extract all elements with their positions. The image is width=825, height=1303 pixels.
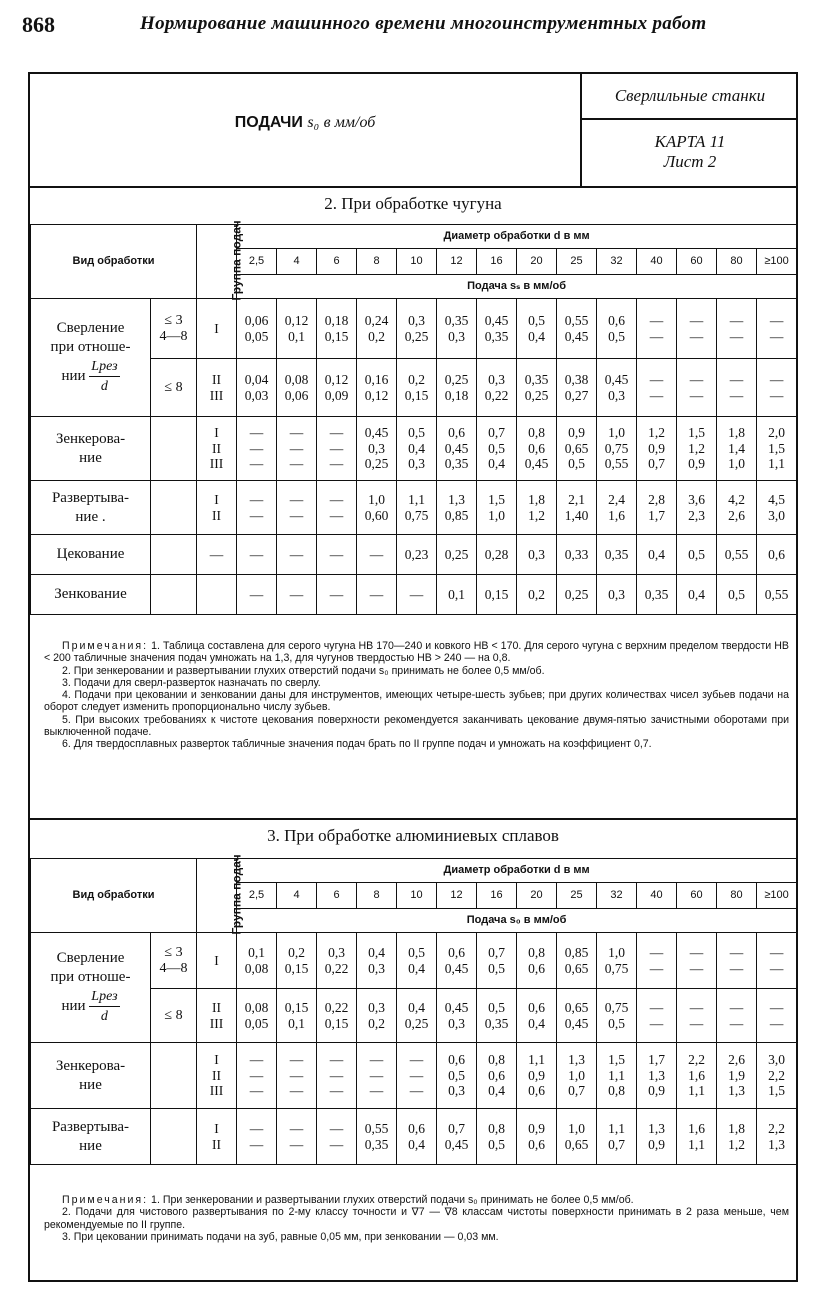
feed-value: 1,0 0,75 0,55 bbox=[597, 417, 637, 481]
diameter-5: 10 bbox=[397, 249, 437, 275]
feed-value: 1,1 0,9 0,6 bbox=[517, 1043, 557, 1109]
feed-value: 0,45 0,35 bbox=[477, 299, 517, 359]
section3-header-row bbox=[31, 859, 797, 883]
feed-group: I II bbox=[197, 1109, 237, 1165]
feed-value: — — bbox=[277, 481, 317, 535]
feed-value: 0,6 0,5 bbox=[597, 299, 637, 359]
feed-value: — — bbox=[757, 989, 797, 1043]
feed-value: 0,5 0,4 bbox=[517, 299, 557, 359]
feed-value: 0,6 0,45 0,35 bbox=[437, 417, 477, 481]
ratio-range: ≤ 8 bbox=[151, 359, 197, 417]
feed-value: 0,35 bbox=[637, 575, 677, 615]
diameter-11: 40 bbox=[637, 883, 677, 909]
notes-label: Примечания: bbox=[62, 1194, 149, 1206]
feed-value: 0,6 0,5 0,3 bbox=[437, 1043, 477, 1109]
note-item: 3. При цековании принимать подачи на зуб, равные 0,05 мм, при зенковании — 0,03 мм. bbox=[62, 1230, 499, 1243]
feed-value: — bbox=[317, 535, 357, 575]
feed-value: — — bbox=[677, 299, 717, 359]
feed-value: — bbox=[317, 575, 357, 615]
operation-drilling: Сверление при отноше- нии $\frac{\text{Lрез}}{d}$ bbox=[31, 933, 151, 1043]
note-item: 6. Для твердосплавных разверток табличные значения подач брать по II группе подач и умножать на коэффициент 0,7. bbox=[62, 738, 652, 751]
feed-value: 0,65 0,45 bbox=[557, 989, 597, 1043]
feed-value: 0,6 0,4 bbox=[397, 1109, 437, 1165]
feed-group: — bbox=[197, 535, 237, 575]
page-header bbox=[22, 10, 802, 40]
feed-value: 0,5 0,4 bbox=[397, 933, 437, 989]
operation-name: Цекование bbox=[31, 535, 151, 575]
diameter-2: 4 bbox=[277, 883, 317, 909]
feed-value: — — — bbox=[317, 1043, 357, 1109]
feed-value: 0,9 0,65 0,5 bbox=[557, 417, 597, 481]
feed-value: 0,5 0,35 bbox=[477, 989, 517, 1043]
machine-type: Сверлильные станки bbox=[582, 74, 798, 120]
feed-value: 0,22 0,15 bbox=[317, 989, 357, 1043]
feed-value: 0,5 bbox=[717, 575, 757, 615]
feed-value: 0,7 0,45 bbox=[437, 1109, 477, 1165]
diameter-8: 20 bbox=[517, 249, 557, 275]
diameter-4: 8 bbox=[357, 883, 397, 909]
diameter-6: 12 bbox=[437, 249, 477, 275]
feed-value: 0,28 bbox=[477, 535, 517, 575]
ratio-fraction bbox=[89, 987, 119, 1026]
feed-value: 1,1 0,7 bbox=[597, 1109, 637, 1165]
card-number: КАРТА 11 bbox=[654, 132, 726, 151]
feed-value: 0,4 bbox=[677, 575, 717, 615]
ratio-denominator: d bbox=[100, 379, 108, 394]
diameter-11: 40 bbox=[637, 249, 677, 275]
feed-group: I II III bbox=[197, 1043, 237, 1109]
feed-value: 0,55 bbox=[757, 575, 797, 615]
note-item: 5. При высоких требованиях к чистоте цекования поверхности рекомендуется заканчивать цекование двумя-пятью зачистными оборотами при выключенной подаче. bbox=[44, 713, 789, 739]
diameter-12: 60 bbox=[677, 883, 717, 909]
feed-value: 0,25 bbox=[557, 575, 597, 615]
col-operation-header: Вид обработки bbox=[31, 859, 197, 933]
feed-value: 0,3 0,22 bbox=[317, 933, 357, 989]
col-group-header bbox=[197, 854, 244, 935]
feed-value: 1,0 0,60 bbox=[357, 481, 397, 535]
section3-row bbox=[31, 1043, 797, 1109]
col-group-label: Группа подач bbox=[229, 220, 244, 301]
feed-value: 0,75 0,5 bbox=[597, 989, 637, 1043]
diameter-8: 20 bbox=[517, 883, 557, 909]
feed-value: 0,25 0,18 bbox=[437, 359, 477, 417]
operation-name: Зенкерова- ние bbox=[31, 417, 151, 481]
operation-name: Зенкерова- ние bbox=[31, 1043, 151, 1109]
diameter-10: 32 bbox=[597, 249, 637, 275]
feed-value: 0,8 0,6 bbox=[517, 933, 557, 989]
feed-value: 1,5 1,0 bbox=[477, 481, 517, 535]
feed-value: — — bbox=[637, 933, 677, 989]
feed-group: II III bbox=[197, 359, 237, 417]
feed-value: — bbox=[397, 575, 437, 615]
running-title: Нормирование машинного времени многоинструментных работ bbox=[140, 13, 707, 34]
ratio-numerator: Lрез bbox=[89, 357, 119, 377]
section2-table bbox=[30, 220, 797, 615]
sheet-number: Лист 2 bbox=[663, 152, 717, 171]
section2-row bbox=[31, 481, 797, 535]
ratio-fraction bbox=[89, 357, 119, 396]
note-item: Примечания: 1. Таблица составлена для серого чугуна НВ 170—240 и ковкого НВ < 170. Для серого чугуна с верхним пределом твердости НВ < 200 табличные значения подач умножать на 1,3, для чугунов твердостью НВ > 240 — на 0,8. bbox=[44, 640, 789, 665]
operation-drilling: Сверление при отноше- нии $\frac{\text{Lрез}}{d}$ bbox=[31, 299, 151, 417]
diameter-7: 16 bbox=[477, 249, 517, 275]
feed-value: 0,12 0,1 bbox=[277, 299, 317, 359]
feed-value: 1,6 1,1 bbox=[677, 1109, 717, 1165]
feed-value: — — bbox=[677, 359, 717, 417]
feed-value: 0,4 0,3 bbox=[357, 933, 397, 989]
feed-value: 0,3 bbox=[517, 535, 557, 575]
feed-value: 2,0 1,5 1,1 bbox=[757, 417, 797, 481]
section3-title: 3. При обработке алюминиевых сплавов bbox=[267, 826, 559, 845]
feed-value: 0,9 0,6 bbox=[517, 1109, 557, 1165]
feed-value: 0,8 0,6 0,4 bbox=[477, 1043, 517, 1109]
title-block bbox=[30, 74, 796, 188]
section3-row bbox=[31, 1109, 797, 1165]
feed-value: 1,3 0,9 bbox=[637, 1109, 677, 1165]
feed-value: — bbox=[357, 535, 397, 575]
feed-value: — — bbox=[317, 481, 357, 535]
feed-value: 0,8 0,5 bbox=[477, 1109, 517, 1165]
diameter-14: ≥100 bbox=[757, 883, 797, 909]
feed-value: 1,8 1,2 bbox=[517, 481, 557, 535]
diameter-6: 12 bbox=[437, 883, 477, 909]
feed-value: 0,55 0,35 bbox=[357, 1109, 397, 1165]
feed-value: 0,1 bbox=[437, 575, 477, 615]
feed-value: — — bbox=[637, 359, 677, 417]
feed-value: — bbox=[277, 535, 317, 575]
diameter-9: 25 bbox=[557, 249, 597, 275]
notes-label: Примечания: bbox=[62, 640, 149, 652]
feed-value: — bbox=[237, 575, 277, 615]
col-group-label: Группа подач bbox=[229, 854, 244, 935]
note-item: 3. Подачи для сверл-разверток назначать по сверлу. bbox=[62, 676, 321, 689]
ratio-range bbox=[151, 575, 197, 615]
feed-value: — — bbox=[757, 299, 797, 359]
feed-value: — — bbox=[677, 933, 717, 989]
feed-value: 0,18 0,15 bbox=[317, 299, 357, 359]
feed-value: 4,5 3,0 bbox=[757, 481, 797, 535]
feed-value: 0,8 0,6 0,45 bbox=[517, 417, 557, 481]
feed-value: 0,5 0,4 0,3 bbox=[397, 417, 437, 481]
feed-header: Подача sₛ в мм/об bbox=[237, 275, 797, 299]
diameter-2: 4 bbox=[277, 249, 317, 275]
note-item: 2. Подачи для чистового развертывания по 2-му классу точности и ∇7 — ∇8 классам чистоты поверхности принимать в 2 раза меньше, чем рекомендуемые по II группе. bbox=[44, 1206, 789, 1231]
feed-value: — — bbox=[757, 933, 797, 989]
ratio-range bbox=[151, 535, 197, 575]
feed-value: 0,55 bbox=[717, 535, 757, 575]
ratio-denominator: d bbox=[100, 1009, 108, 1024]
feed-value: 0,23 bbox=[397, 535, 437, 575]
title-symbol: s₀ bbox=[307, 114, 320, 131]
feed-value: 0,6 bbox=[757, 535, 797, 575]
feed-value: 0,3 0,2 bbox=[357, 989, 397, 1043]
feed-value: 3,0 2,2 1,5 bbox=[757, 1043, 797, 1109]
card-frame bbox=[28, 72, 798, 1282]
feed-value: 0,2 bbox=[517, 575, 557, 615]
feed-value: 0,5 bbox=[677, 535, 717, 575]
feed-group bbox=[197, 575, 237, 615]
feed-group: II III bbox=[197, 989, 237, 1043]
feed-group: I bbox=[197, 299, 237, 359]
diameter-10: 32 bbox=[597, 883, 637, 909]
feed-group: I bbox=[197, 933, 237, 989]
feed-value: 0,7 0,5 0,4 bbox=[477, 417, 517, 481]
feed-value: 2,2 1,6 1,1 bbox=[677, 1043, 717, 1109]
diameter-header: Диаметр обработки d в мм bbox=[237, 225, 797, 249]
operation-name: Развертыва- ние bbox=[31, 1109, 151, 1165]
feed-value: 1,0 0,65 bbox=[557, 1109, 597, 1165]
ratio-numerator: Lрез bbox=[89, 987, 119, 1007]
diameter-3: 6 bbox=[317, 249, 357, 275]
feed-value: 0,06 0,05 bbox=[237, 299, 277, 359]
feed-value: 1,7 1,3 0,9 bbox=[637, 1043, 677, 1109]
diameter-header: Диаметр обработки d в мм bbox=[237, 859, 797, 883]
diameter-14: ≥100 bbox=[757, 249, 797, 275]
feed-value: 0,12 0,09 bbox=[317, 359, 357, 417]
ratio-range bbox=[151, 1109, 197, 1165]
feed-value: — — bbox=[637, 299, 677, 359]
diameter-5: 10 bbox=[397, 883, 437, 909]
feed-value: — — — bbox=[277, 417, 317, 481]
section2-header-row bbox=[31, 225, 797, 249]
feed-value: 4,2 2,6 bbox=[717, 481, 757, 535]
ratio-range bbox=[151, 417, 197, 481]
feed-value: — bbox=[237, 535, 277, 575]
feed-value: 2,2 1,3 bbox=[757, 1109, 797, 1165]
feed-value: — — bbox=[757, 359, 797, 417]
feed-value: 1,1 0,75 bbox=[397, 481, 437, 535]
diameter-3: 6 bbox=[317, 883, 357, 909]
feed-value: 0,33 bbox=[557, 535, 597, 575]
feed-value: 0,3 bbox=[597, 575, 637, 615]
page-number: 868 bbox=[22, 12, 55, 37]
feed-value: 1,8 1,2 bbox=[717, 1109, 757, 1165]
feed-value: — — bbox=[317, 1109, 357, 1165]
feed-value: — — bbox=[717, 933, 757, 989]
feed-value: — — bbox=[717, 989, 757, 1043]
feed-value: 0,2 0,15 bbox=[397, 359, 437, 417]
feed-value: 0,85 0,65 bbox=[557, 933, 597, 989]
ratio-range bbox=[151, 1043, 197, 1109]
diameter-4: 8 bbox=[357, 249, 397, 275]
feed-value: 0,35 bbox=[597, 535, 637, 575]
diameter-13: 80 bbox=[717, 883, 757, 909]
section2-row bbox=[31, 535, 797, 575]
feed-value: 0,24 0,2 bbox=[357, 299, 397, 359]
feed-value: 2,1 1,40 bbox=[557, 481, 597, 535]
section2-row bbox=[31, 417, 797, 481]
feed-value: 0,35 0,25 bbox=[517, 359, 557, 417]
section3-notes bbox=[44, 1194, 789, 1243]
section-divider bbox=[30, 818, 796, 820]
feed-value: — — bbox=[237, 481, 277, 535]
col-operation-header: Вид обработки bbox=[31, 225, 197, 299]
note-item: Примечания: 1. При зенкеровании и развертывании глухих отверстий подачи s₀ принимать не более 0,5 мм/об. bbox=[62, 1194, 634, 1206]
section3-table bbox=[30, 854, 797, 1165]
ratio-range: ≤ 3 4—8 bbox=[151, 299, 197, 359]
feed-value: 0,1 0,08 bbox=[237, 933, 277, 989]
feed-value: 0,04 0,03 bbox=[237, 359, 277, 417]
feed-value: 1,8 1,4 1,0 bbox=[717, 417, 757, 481]
section2-row bbox=[31, 299, 797, 359]
feed-value: 1,3 1,0 0,7 bbox=[557, 1043, 597, 1109]
diameter-9: 25 bbox=[557, 883, 597, 909]
title-text: ПОДАЧИ bbox=[234, 114, 303, 131]
feed-value: 1,5 1,2 0,9 bbox=[677, 417, 717, 481]
feed-value: — — bbox=[637, 989, 677, 1043]
diameter-1: 2,5 bbox=[237, 249, 277, 275]
feed-value: 0,45 0,3 bbox=[437, 989, 477, 1043]
feed-value: 0,38 0,27 bbox=[557, 359, 597, 417]
feed-value: 0,45 0,3 0,25 bbox=[357, 417, 397, 481]
section2-row bbox=[31, 575, 797, 615]
section2-title: 2. При обработке чугуна bbox=[324, 194, 502, 213]
section2-notes bbox=[44, 640, 789, 751]
feed-value: 0,25 bbox=[437, 535, 477, 575]
operation-name: Зенкование bbox=[31, 575, 151, 615]
feed-header: Подача s₀ в мм/об bbox=[237, 909, 797, 933]
ratio-range bbox=[151, 481, 197, 535]
feed-value: 0,55 0,45 bbox=[557, 299, 597, 359]
note-item: 4. Подачи при цековании и зенковании даны для инструментов, имеющих четыре-шесть зубьев; при других количествах чисел зубьев подачи на оборот следует изменить пропорционально числу зубьев. bbox=[44, 689, 789, 714]
feed-value: 2,4 1,6 bbox=[597, 481, 637, 535]
feed-value: 1,5 1,1 0,8 bbox=[597, 1043, 637, 1109]
diameter-13: 80 bbox=[717, 249, 757, 275]
card-number-box bbox=[582, 120, 798, 172]
note-item: 2. При зенкеровании и развертывании глухих отверстий подачи s₀ принимать не более 0,5 мм/об. bbox=[62, 664, 545, 677]
feed-value: — — bbox=[677, 989, 717, 1043]
feed-value: — — — bbox=[277, 1043, 317, 1109]
feed-value: 1,0 0,75 bbox=[597, 933, 637, 989]
diameter-7: 16 bbox=[477, 883, 517, 909]
feed-value: 0,15 0,1 bbox=[277, 989, 317, 1043]
feed-value: — — — bbox=[237, 417, 277, 481]
feed-value: 0,2 0,15 bbox=[277, 933, 317, 989]
feed-value: 0,08 0,05 bbox=[237, 989, 277, 1043]
diameter-1: 2,5 bbox=[237, 883, 277, 909]
ratio-range: ≤ 8 bbox=[151, 989, 197, 1043]
feed-value: 0,16 0,12 bbox=[357, 359, 397, 417]
feed-value: 2,8 1,7 bbox=[637, 481, 677, 535]
feed-value: — — bbox=[277, 1109, 317, 1165]
feed-value: 0,15 bbox=[477, 575, 517, 615]
feed-value: 3,6 2,3 bbox=[677, 481, 717, 535]
feed-value: 0,35 0,3 bbox=[437, 299, 477, 359]
card-title bbox=[30, 114, 580, 132]
feed-value: — — bbox=[237, 1109, 277, 1165]
col-group-header bbox=[197, 220, 244, 301]
feed-value: 2,6 1,9 1,3 bbox=[717, 1043, 757, 1109]
feed-value: — — — bbox=[397, 1043, 437, 1109]
feed-value: — — — bbox=[317, 417, 357, 481]
operation-name: Развертыва- ние . bbox=[31, 481, 151, 535]
feed-value: — — — bbox=[237, 1043, 277, 1109]
feed-value: — — — bbox=[357, 1043, 397, 1109]
diameter-12: 60 bbox=[677, 249, 717, 275]
ratio-range: ≤ 3 4—8 bbox=[151, 933, 197, 989]
card-id-box bbox=[580, 74, 798, 186]
feed-value: 1,2 0,9 0,7 bbox=[637, 417, 677, 481]
feed-value: 0,4 bbox=[637, 535, 677, 575]
feed-value: — — bbox=[717, 359, 757, 417]
feed-value: 0,7 0,5 bbox=[477, 933, 517, 989]
feed-value: 0,6 0,45 bbox=[437, 933, 477, 989]
feed-value: 1,3 0,85 bbox=[437, 481, 477, 535]
feed-value: 0,45 0,3 bbox=[597, 359, 637, 417]
feed-group: I II bbox=[197, 481, 237, 535]
feed-value: — bbox=[277, 575, 317, 615]
feed-value: 0,6 0,4 bbox=[517, 989, 557, 1043]
title-unit: в мм/об bbox=[323, 114, 376, 131]
feed-value: 0,4 0,25 bbox=[397, 989, 437, 1043]
feed-value: 0,08 0,06 bbox=[277, 359, 317, 417]
feed-value: 0,3 0,22 bbox=[477, 359, 517, 417]
feed-value: 0,3 0,25 bbox=[397, 299, 437, 359]
section3-row bbox=[31, 933, 797, 989]
feed-value: — — bbox=[717, 299, 757, 359]
feed-value: — bbox=[357, 575, 397, 615]
feed-group: I II III bbox=[197, 417, 237, 481]
